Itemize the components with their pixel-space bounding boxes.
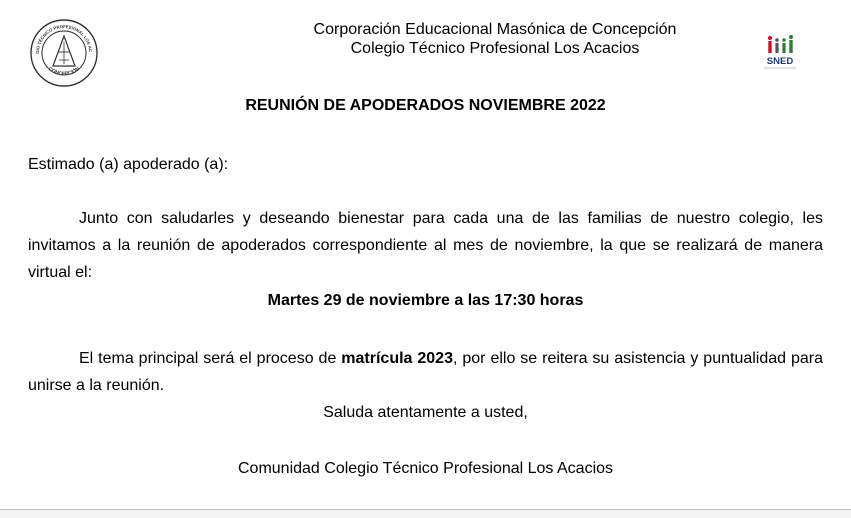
topic-bold-text: matrícula 2023 xyxy=(341,350,453,367)
letterhead xyxy=(200,20,790,58)
salutation: Estimado (a) apoderado (a): xyxy=(28,156,229,173)
topic-paragraph xyxy=(28,345,823,399)
school-seal-logo xyxy=(29,18,99,88)
svg-text:COLEGIO TÉCNICO PROFESIONAL LO: GIO TÉCNICO PROFESIONAL LOS AC xyxy=(34,23,94,54)
sned-logo xyxy=(760,34,800,72)
corporation-name: Corporación Educacional Masónica de Concepción xyxy=(313,21,677,38)
svg-text:CONCEPCIÓN: CONCEPCIÓN xyxy=(47,66,81,78)
document-title: REUNIÓN DE APODERADOS NOVIEMBRE 2022 xyxy=(245,97,606,114)
invitation-text: Junto con saludarles y deseando bienestar para cada una de las familias de nuestro colegio, les invitamos a la reunión de apoderados correspondiente al mes de noviembre, la que se realizará de manera virtual el: xyxy=(28,210,823,281)
school-name: Colegio Técnico Profesional Los Acacios xyxy=(350,40,640,57)
topic-text-before: El tema principal será el proceso de xyxy=(79,350,342,367)
invitation-paragraph xyxy=(28,205,823,286)
closing-line: Saluda atentamente a usted, xyxy=(323,404,528,421)
topic-text-after: , por ello se reitera su asistencia y puntualidad para unirse a la reunión. xyxy=(28,350,824,394)
signature: Comunidad Colegio Técnico Profesional Los Acacios xyxy=(237,460,614,477)
svg-text:SNED: SNED xyxy=(766,56,794,67)
meeting-date: Martes 29 de noviembre a las 17:30 horas xyxy=(267,292,584,309)
